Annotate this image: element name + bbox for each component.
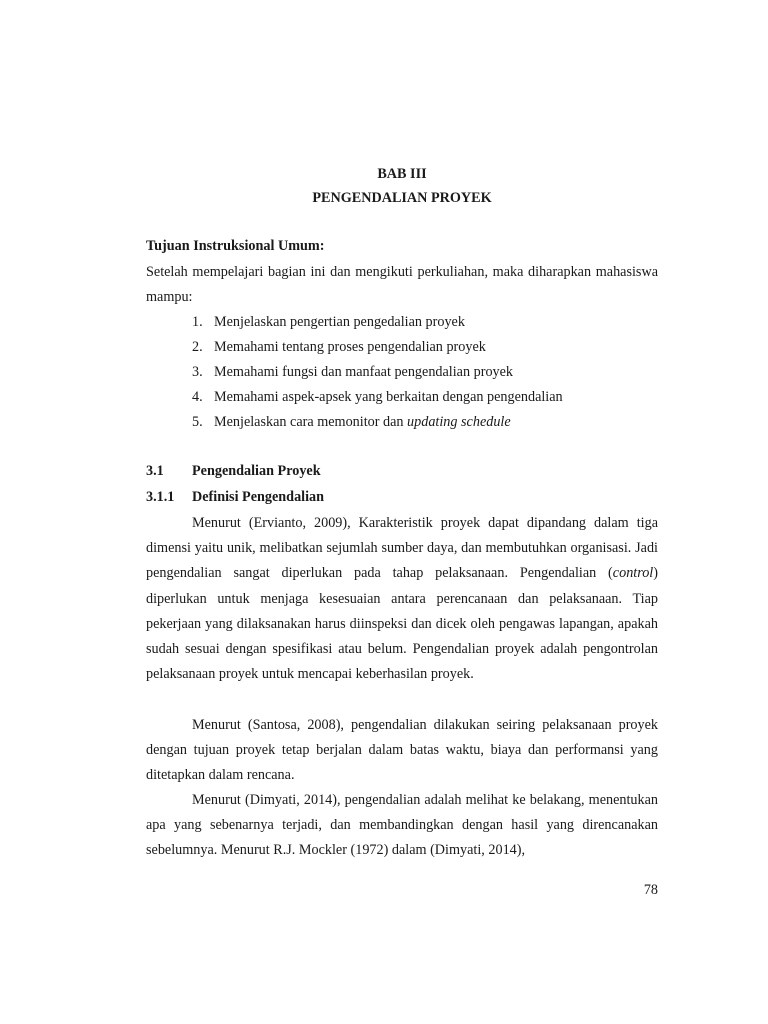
list-item-text: Menjelaskan cara memonitor dan — [214, 414, 408, 430]
objectives-list — [192, 310, 563, 435]
paragraph-1-part-a: Menurut (Ervianto, 2009), Karakteristik proyek dapat dipandang dalam tiga dimensi yaitu unik, melibatkan sejumlah sumber daya, dan membutuhkan organisasi. Jadi pengendalian sangat diperlukan pada tahap pelaksanaan. Pengendalian ( — [146, 515, 658, 582]
chapter-label: BAB III — [377, 166, 427, 182]
chapter-title: PENGENDALIAN PROYEK — [312, 190, 492, 206]
list-item-text: Memahami fungsi dan manfaat pengendalian proyek — [214, 364, 514, 380]
paragraph-1 — [146, 511, 658, 687]
objectives-heading: Tujuan Instruksional Umum: — [146, 238, 325, 254]
list-item — [192, 335, 563, 360]
list-item-text: Memahami aspek-apsek yang berkaitan dengan pengendalian — [214, 389, 563, 405]
section-title: Pengendalian Proyek — [192, 463, 321, 479]
paragraph-2: Menurut (Santosa, 2008), pengendalian dilakukan seiring pelaksanaan proyek dengan tujuan proyek tetap berjalan dalam batas waktu, biaya dan performansi yang ditetapkan dalam rencana. — [146, 717, 658, 784]
list-item — [192, 410, 563, 435]
list-item-text: Memahami tentang proses pengendalian proyek — [214, 339, 486, 355]
subsection-title: Definisi Pengendalian — [192, 489, 325, 505]
list-item — [192, 360, 563, 385]
list-item — [192, 385, 563, 410]
objectives-intro: Setelah mempelajari bagian ini dan mengikuti perkuliahan, maka diharapkan mahasiswa mampu: — [146, 264, 658, 306]
list-item-number: 3. — [192, 364, 203, 380]
subsection-heading — [146, 489, 324, 506]
list-item-text: Menjelaskan pengertian pengedalian proyek — [214, 314, 465, 330]
list-item — [192, 310, 563, 335]
list-item-number: 4. — [192, 389, 203, 405]
subsection-number: 3.1.1 — [146, 489, 175, 505]
list-item-number: 1. — [192, 314, 203, 330]
list-item-number: 2. — [192, 339, 203, 355]
section-number: 3.1 — [146, 463, 164, 479]
paragraph-1-italic: control — [612, 565, 654, 582]
list-item-italic-text: updating schedule — [407, 414, 511, 430]
paragraph-1-part-b: ) diperlukan untuk menjaga kesesuaian antara perencanaan dan pelaksanaan. Tiap pekerjaan yang dilaksanakan harus diinspeksi dan dicek oleh pengawas lapangan, apakah sudah sesuai dengan spesifikasi atau belum. Pengendalian proyek adalah pengontrolan pelaksanaan proyek untuk mencapai keberhasilan proyek. — [146, 565, 658, 683]
list-item-number: 5. — [192, 414, 203, 430]
page-number: 78 — [643, 882, 658, 898]
section-heading — [146, 463, 321, 480]
paragraph-3: Menurut (Dimyati, 2014), pengendalian adalah melihat ke belakang, menentukan apa yang sebenarnya terjadi, dan membandingkan dengan hasil yang direncanakan sebelumnya. Menurut R.J. Mockler (1972) dalam (Dimyati, 2014), — [146, 792, 658, 859]
